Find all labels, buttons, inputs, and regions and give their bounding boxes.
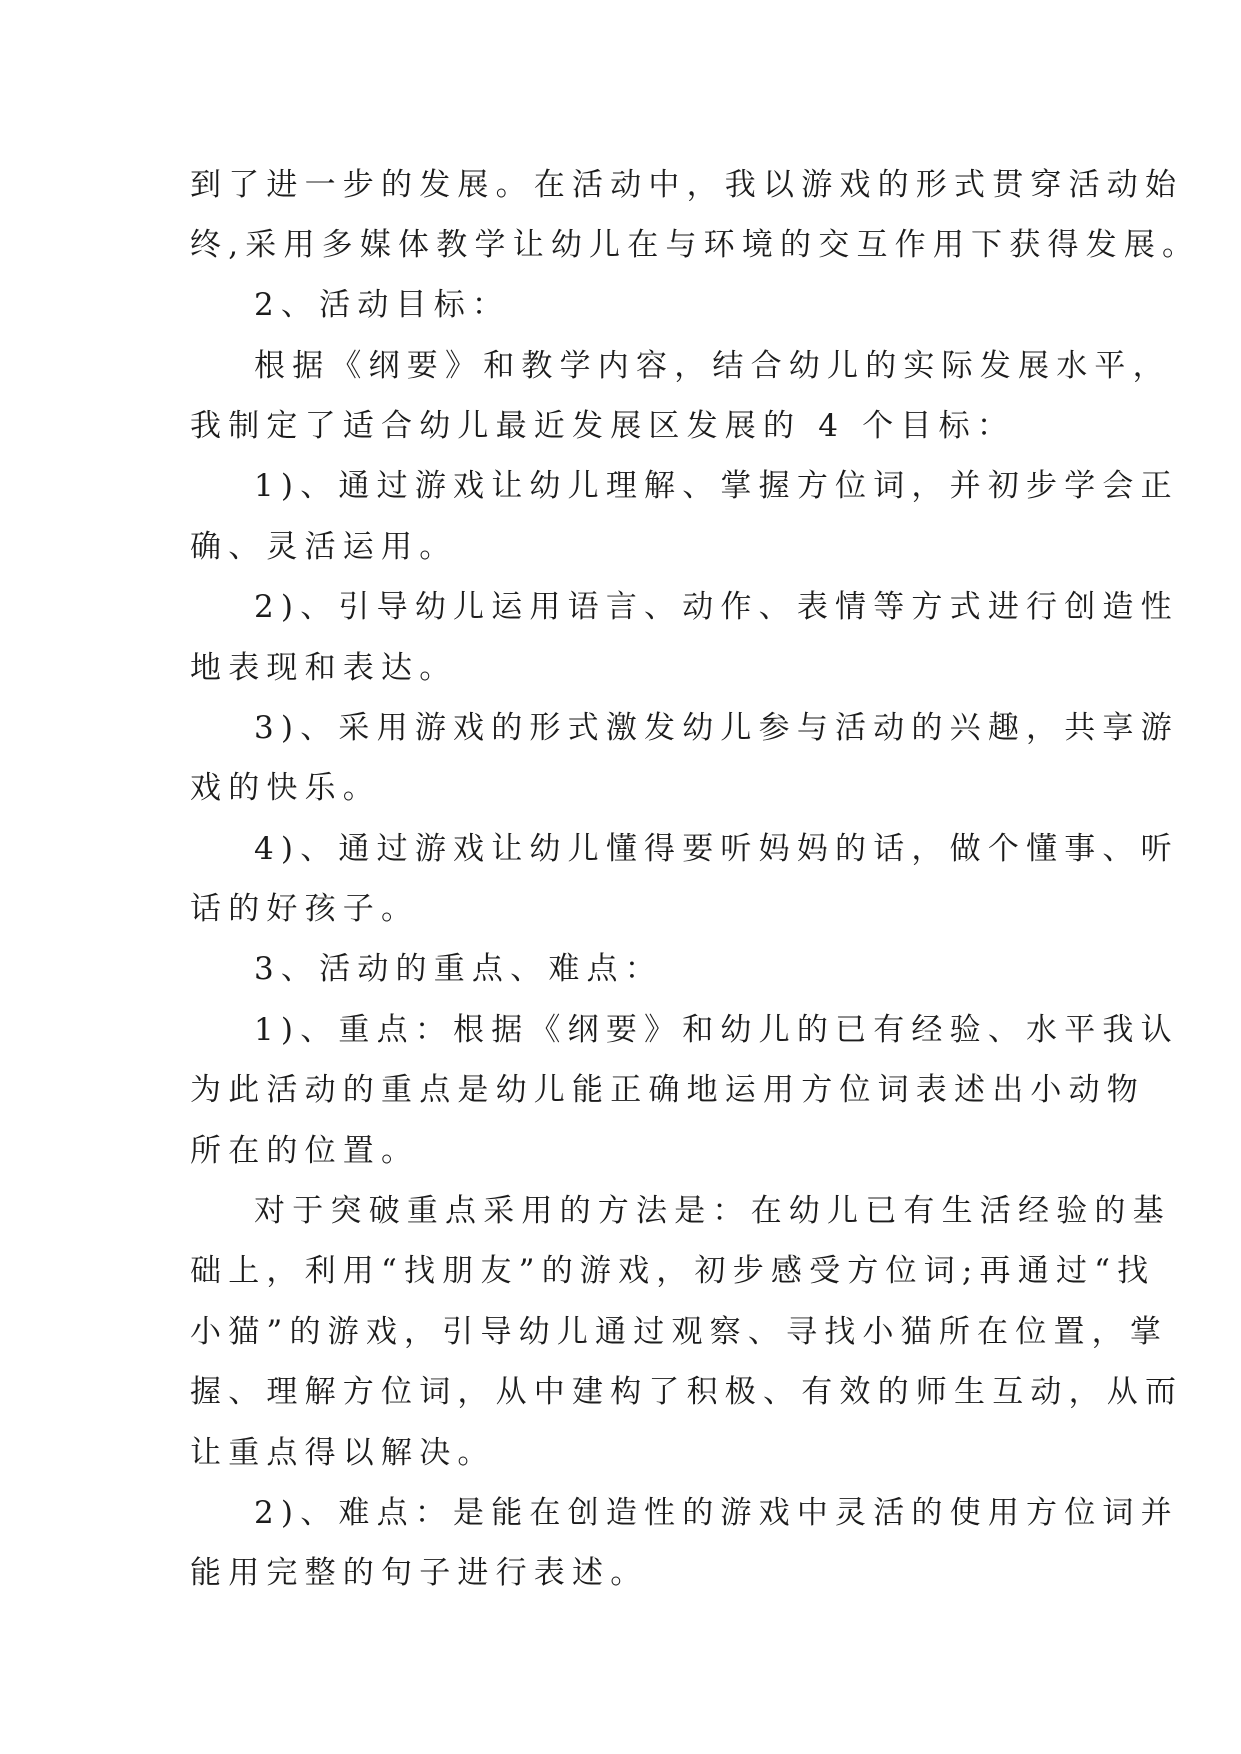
text-line: 到了进一步的发展。在活动中，我以游戏的形式贯穿活动始 (190, 167, 1184, 203)
text-line: 终,采用多媒体教学让幼儿在与环境的交互作用下获得发展。 (190, 227, 1201, 263)
text-line: 3)、采用游戏的形式激发幼儿参与活动的兴趣，共享游 (254, 710, 1179, 746)
text-line: 2)、难点：是能在创造性的游戏中灵活的使用方位词并 (254, 1495, 1179, 1531)
text-line: 1)、重点：根据《纲要》和幼儿的已有经验、水平我认 (254, 1012, 1179, 1048)
text-line: 4)、通过游戏让幼儿懂得要听妈妈的话，做个懂事、听 (254, 831, 1179, 867)
text-line: 确、灵活运用。 (190, 529, 458, 565)
text-line: 2)、引导幼儿运用语言、动作、表情等方式进行创造性 (254, 589, 1179, 625)
text-line: 小猫”的游戏，引导幼儿通过观察、寻找小猫所在位置，掌 (190, 1314, 1169, 1350)
text-line: 根据《纲要》和教学内容，结合幼儿的实际发展水平， (254, 348, 1171, 384)
section-heading: 2、活动目标： (254, 287, 511, 323)
text-line: 让重点得以解决。 (190, 1435, 496, 1471)
text-line: 所在的位置。 (190, 1133, 420, 1169)
text-line: 础上，利用“找朋友”的游戏，初步感受方位词;再通过“找 (190, 1253, 1156, 1289)
section-heading: 3、活动的重点、难点： (254, 951, 663, 987)
text-line: 地表现和表达。 (190, 650, 458, 686)
text-line: 我制定了适合幼儿最近发展区发展的 4 个目标： (190, 408, 1016, 444)
text-line: 握、理解方位词，从中建构了积极、有效的师生互动，从而 (190, 1374, 1184, 1410)
text-line: 1)、通过游戏让幼儿理解、掌握方位词，并初步学会正 (254, 468, 1179, 504)
text-line: 能用完整的句子进行表述。 (190, 1555, 649, 1591)
text-line: 为此活动的重点是幼儿能正确地运用方位词表述出小动物 (190, 1072, 1145, 1108)
text-line: 戏的快乐。 (190, 770, 381, 806)
text-line: 话的好孩子。 (190, 891, 420, 927)
text-line: 对于突破重点采用的方法是：在幼儿已有生活经验的基 (254, 1193, 1171, 1229)
